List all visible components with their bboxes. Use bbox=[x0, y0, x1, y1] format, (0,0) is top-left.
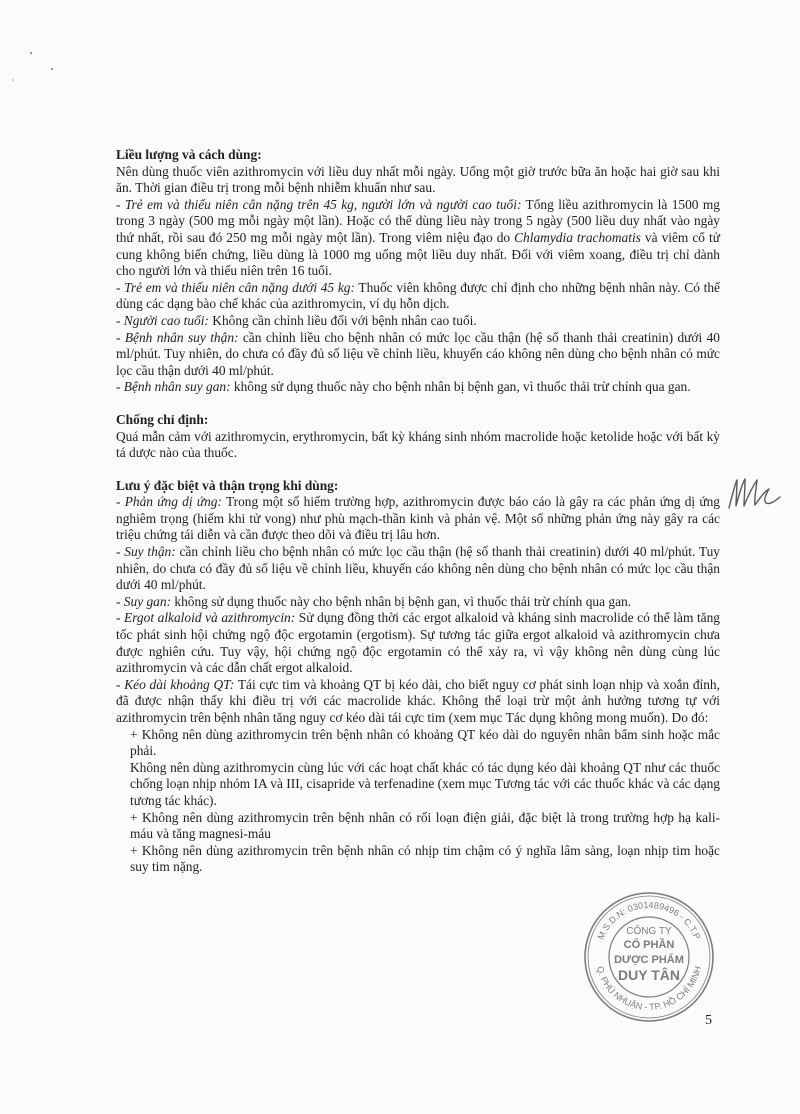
warnings-heading: Lưu ý đặc biệt và thận trọng khi dùng: bbox=[116, 477, 339, 493]
dosage-section bbox=[116, 147, 720, 396]
warning-item-ergot: - Ergot alkaloid và azithromycin: Sử dụng đồng thời các ergot alkaloid và kháng sinh macrolide có thể làm tăng tốc phát sinh hội chứng ngộ độc ergotamin (ergotism). Sự tương tác giữa ergot alkaloid và azithromycin chưa được nghiên cứu. Tuy vậy, hội chứng ngộ độc ergotamin có thể xảy ra, vì vậy không nên dùng cùng lúc azithromycin và các dẫn chất ergot alkaloid. bbox=[116, 610, 720, 676]
warning-sub-item: + Không nên dùng azithromycin trên bệnh nhân có khoảng QT kéo dài do nguyên nhân bẩm sinh hoặc mắc phải. bbox=[130, 726, 720, 759]
stamp-ring-bottom: Q. PHÚ NHUẬN - TP. HỒ CHÍ MINH bbox=[594, 965, 704, 1013]
warning-sub-item: Không nên dùng azithromycin cùng lúc với các hoạt chất khác có tác dụng kéo dài khoảng QT như các thuốc chống loạn nhịp nhóm IA và III, cisapride và terfenadine (xem mục Tương tác với các thuốc khác và các dạng tương tác khác). bbox=[130, 759, 720, 808]
scan-specks bbox=[0, 0, 120, 90]
handwritten-signature bbox=[726, 472, 782, 514]
stamp-line-1: CÔNG TY bbox=[626, 926, 672, 937]
dosage-heading: Liều lượng và cách dùng: bbox=[116, 147, 262, 162]
warning-item-renal: - Suy thận: cần chỉnh liều cho bệnh nhân có mức lọc cầu thận (hệ số thanh thải creatinin) dưới 40 ml/phút. Tuy nhiên, do chưa có đầy đủ số liệu về chỉnh liều, khuyến cáo không nên dùng cho bệnh nhân có mức lọc cầu thận dưới 40 ml/phút. bbox=[116, 544, 720, 593]
warnings-section bbox=[116, 478, 720, 876]
stamp-line-2: CỔ PHẦN bbox=[623, 939, 675, 951]
dosage-item-renal: - Bệnh nhân suy thận: cần chỉnh liều cho bệnh nhân có mức lọc cầu thận (hệ số thanh thải creatinin) dưới 40 ml/phút. Tuy nhiên, do chưa có đầy đủ số liệu về chỉnh liều, khuyến cáo không nên dùng cho bệnh nhân có mức lọc cầu thận dưới 40 ml/phút. bbox=[116, 329, 720, 378]
contraindications-section bbox=[116, 412, 720, 462]
warning-item-allergy: - Phản ứng dị ứng: Trong một số hiếm trường hợp, azithromycin được báo cáo là gây ra các phản ứng dị ứng nghiêm trọng (hiếm khi tử vong) như phù mạch-thần kinh và phản vệ. Một số những phản ứng này gây ra các triệu chứng tái diễn và cần được theo dõi và điều trị lâu hơn. bbox=[116, 494, 720, 543]
dosage-item-hepatic: - Bệnh nhân suy gan: không sử dụng thuốc này cho bệnh nhân bị bệnh gan, vì thuốc thải trừ chính qua gan. bbox=[116, 379, 691, 395]
dosage-intro: Nên dùng thuốc viên azithromycin với liều duy nhất mỗi ngày. Uống một giờ trước bữa ăn hoặc hai giờ sau khi ăn. Thời gian điều trị trong mỗi bệnh nhiễm khuẩn như sau. bbox=[116, 163, 720, 196]
dosage-item-children: - Trẻ em và thiếu niên cân nặng dưới 45 kg: Thuốc viên không được chỉ định cho những bệnh nhân này. Có thể dùng các dạng bào chế khác của azithromycin, ví dụ hỗn dịch. bbox=[116, 279, 720, 312]
warning-item-qt: - Kéo dài khoảng QT: Tái cực tim và khoảng QT bị kéo dài, cho biết nguy cơ phát sinh loạn nhịp và xoắn đỉnh, đã được nhận thấy khi điều trị với các macrolide khác. Không thể loại trừ một ảnh hưởng tương tự với azithromycin trên bệnh nhân tăng nguy cơ kéo dài tái cực tim (xem mục Tác dụng không mong muốn). Do đó: bbox=[116, 676, 720, 725]
stamp-line-4: DUY TÂN bbox=[618, 967, 680, 983]
warning-sub-item: + Không nên dùng azithromycin trên bệnh nhân có rối loạn điện giải, đặc biệt là trong trường hợp hạ kali-máu và tăng magnesi-máu bbox=[130, 809, 720, 842]
stamp-ring-top: M.S.D.N: 0301489496 - C.T.P bbox=[595, 899, 703, 941]
dosage-item-elderly: - Người cao tuổi: Không cần chỉnh liều đối với bệnh nhân cao tuổi. bbox=[116, 312, 477, 328]
contraindications-heading: Chống chỉ định: bbox=[116, 411, 209, 427]
document-body bbox=[116, 147, 720, 876]
company-stamp bbox=[582, 890, 716, 1024]
warning-sub-item: + Không nên dùng azithromycin trên bệnh nhân có nhịp tim chậm có ý nghĩa lâm sàng, loạn nhịp tim hoặc suy tim nặng. bbox=[130, 842, 720, 875]
page-number: 5 bbox=[705, 1013, 712, 1028]
dosage-item-adults: - Trẻ em và thiếu niên cân nặng trên 45 kg, người lớn và người cao tuổi: Tổng liều azithromycin là 1500 mg trong 3 ngày (500 mg mỗi ngày một lần). Hoặc có thể dùng liều này trong 5 ngày (500 liều duy nhất vào ngày thứ nhất, rồi sau đó 250 mg mỗi ngày một lần). Trong viêm niệu đạo do Chlamydia trachomatis và viêm cổ tử cung không biến chứng, liều dùng là 1000 mg uống một liều duy nhất. Đối với viêm xoang, điều trị chỉ dành cho người lớn và thiếu niên trên 16 tuổi. bbox=[116, 196, 720, 279]
contraindications-text: Quá mẫn cảm với azithromycin, erythromycin, bất kỳ kháng sinh nhóm macrolide hoặc ketolide hoặc với bất kỳ tá dược nào của thuốc. bbox=[116, 428, 720, 461]
stamp-line-3: DƯỢC PHẨM bbox=[614, 954, 684, 966]
warning-item-hepatic: - Suy gan: không sử dụng thuốc này cho bệnh nhân bị bệnh gan, vì thuốc thải trừ chính qua gan. bbox=[116, 593, 632, 609]
